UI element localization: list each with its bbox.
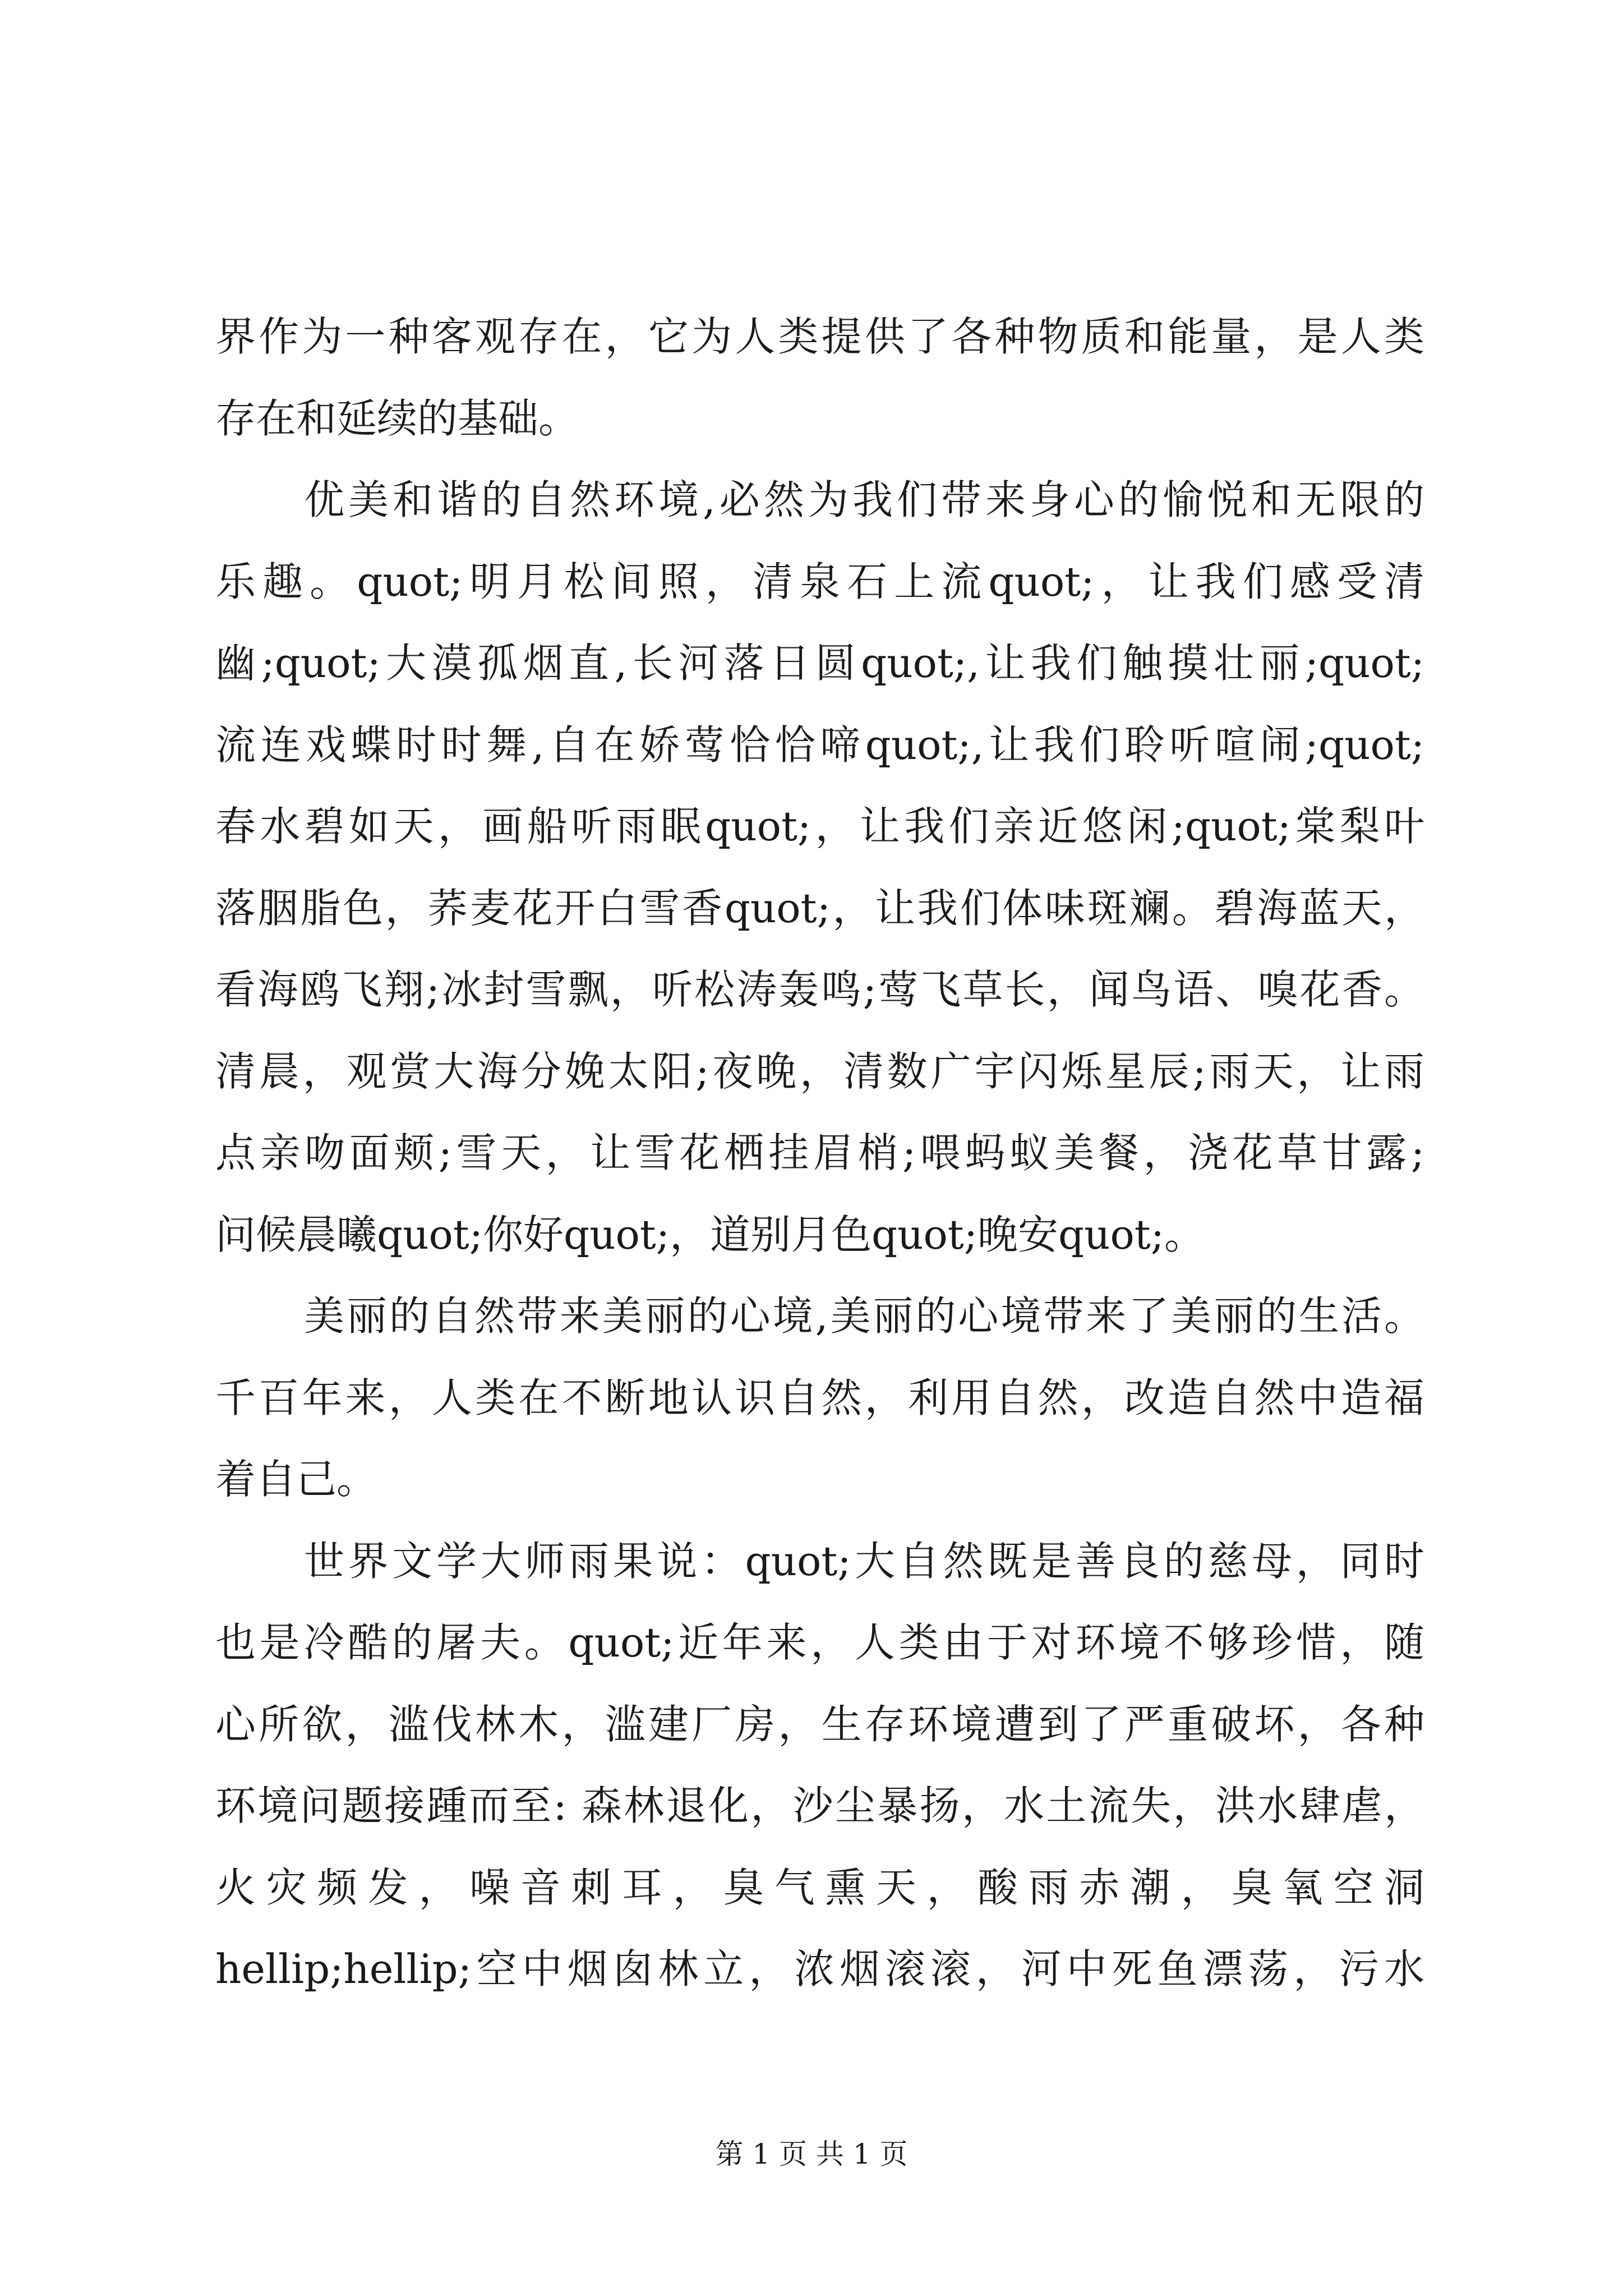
text-line: 心所欲，滥伐林木，滥建厂房，生存环境遭到了严重破坏，各种 [215, 1700, 1424, 1748]
text-line: 着自己。 [215, 1456, 377, 1503]
paragraph-start-line: 世界文学大师雨果说：quot;大自然既是善良的慈母，同时 [304, 1537, 1424, 1585]
text-line: 界作为一种客观存在，它为人类提供了各种物质和能量，是人类 [215, 313, 1424, 360]
text-line: 环境问题接踵而至: 森林退化，沙尘暴扬，水土流失，洪水肆虐， [215, 1782, 1424, 1829]
text-line: 也是冷酷的屠夫。quot;近年来，人类由于对环境不够珍惜，随 [215, 1619, 1424, 1666]
text-line: 千百年来，人类在不断地认识自然，利用自然，改造自然中造福 [215, 1374, 1424, 1421]
text-line: 点亲吻面颊;雪天，让雪花栖挂眉梢;喂蚂蚁美餐，浇花草甘露; [215, 1129, 1424, 1176]
document-body [215, 296, 1424, 2010]
text-line: 存在和延续的基础。 [215, 394, 579, 442]
text-line: 幽;quot;大漠孤烟直,长河落日圆quot;,让我们触摸壮丽;quot; [215, 639, 1424, 687]
text-line: 火灾频发，噪音刺耳，臭气熏天，酸雨赤潮，臭氧空洞 [215, 1864, 1424, 1911]
text-line: 落胭脂色，荞麦花开白雪香quot;，让我们体味斑斓。碧海蓝天， [215, 884, 1424, 932]
paragraph-start-line: 美丽的自然带来美丽的心境,美丽的心境带来了美丽的生活。 [304, 1292, 1424, 1340]
text-line: 看海鸥飞翔;冰封雪飘，听松涛轰鸣;莺飞草长，闻鸟语、嗅花香。 [215, 966, 1424, 1013]
text-line: 问候晨曦quot;你好quot;，道别月色quot;晚安quot;。 [215, 1211, 1205, 1258]
text-line: hellip;hellip;空中烟囱林立，浓烟滚滚，河中死鱼漂荡，污水 [215, 1945, 1424, 1993]
page-number-footer: 第 1 页 共 1 页 [715, 2138, 908, 2170]
text-line: 流连戏蝶时时舞,自在娇莺恰恰啼quot;,让我们聆听喧闹;quot; [215, 721, 1424, 769]
text-line: 乐趣。quot;明月松间照，清泉石上流quot;，让我们感受清 [215, 558, 1424, 605]
paragraph-start-line: 优美和谐的自然环境,必然为我们带来身心的愉悦和无限的 [304, 476, 1424, 523]
text-line: 清晨，观赏大海分娩太阳;夜晚，清数广宇闪烁星辰;雨天，让雨 [215, 1047, 1424, 1095]
text-line: 春水碧如天，画船听雨眠quot;，让我们亲近悠闲;quot;棠梨叶 [215, 803, 1424, 850]
